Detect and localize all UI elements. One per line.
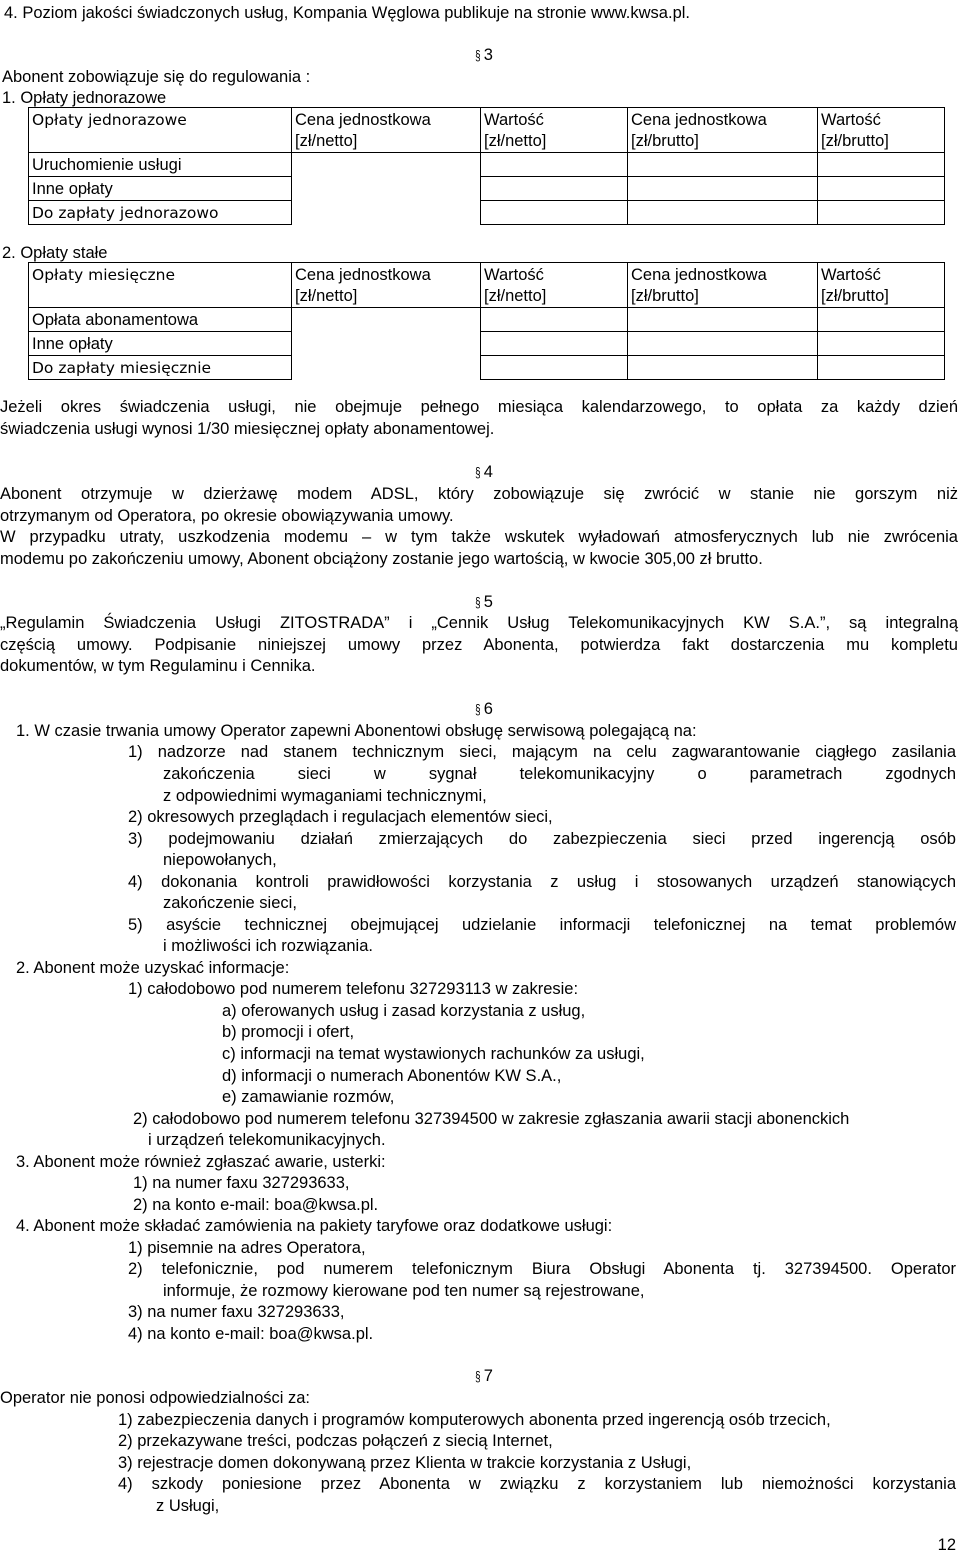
s6-subpoint: 1) pisemnie na adres Operatora, — [128, 1239, 366, 1257]
s5-line: „Regulamin Świadczenia Usługi ZITOSTRADA” i „Cennik Usług Telekomunikacyjnych KW S.A.”, są integralną — [0, 614, 958, 632]
table-cell — [818, 201, 945, 225]
fixed-fees-heading: 2. Opłaty stałe — [2, 244, 108, 262]
table-cell: Opłata abonamentowa — [29, 308, 292, 332]
s6-subpoint: zakończenia sieci w sygnał telekomunikacyjny o parametrach zgodnych — [163, 765, 956, 783]
s6-subpoint: 4) dokonania kontroli prawidłowości korzystania z usług i stosowanych urządzeń stanowiących — [128, 873, 956, 891]
s6-subpoint: informuje, że rozmowy kierowane pod ten numer są rejestrowane, — [163, 1282, 645, 1300]
table-header-row — [29, 108, 945, 153]
s6-point: 4. Abonent może składać zamówienia na pakiety taryfowe oraz dodatkowe usługi: — [16, 1217, 613, 1235]
s6-subpoint: 3) podejmowaniu działań zmierzających do zabezpieczenia sieci przed ingerencją osób — [128, 830, 956, 848]
s7-item: 2) przekazywane treści, podczas połączeń z siecią Internet, — [118, 1432, 553, 1450]
section-6-title — [474, 700, 493, 719]
section-sign: § — [475, 47, 481, 63]
s6-subpoint: 5) asyście technicznej obejmującej udzielanie informacji telefonicznej na temat problemów — [128, 916, 956, 934]
table-cell: Uruchomienie usługi — [29, 153, 292, 177]
s6-subpoint: 3) na numer faxu 327293633, — [128, 1303, 345, 1321]
table-cell — [818, 332, 945, 356]
s3-lead: Abonent zobowiązuje się do regulowania : — [2, 68, 311, 86]
s6-letter-item: c) informacji na temat wystawionych rachunków za usługi, — [222, 1045, 645, 1063]
s6-point: 1. W czasie trwania umowy Operator zapewni Abonentowi obsługę serwisową polegającą na: — [16, 722, 697, 740]
table-cell — [628, 177, 818, 201]
table-row — [29, 153, 945, 177]
section-sign: § — [475, 594, 481, 610]
s6-subpoint: i możliwości ich rozwiązania. — [163, 937, 373, 955]
table-header-cell: Wartość [zł/netto] — [481, 263, 628, 308]
table-row — [29, 356, 945, 380]
section-7-title — [474, 1367, 493, 1386]
section-number: 5 — [483, 593, 493, 611]
table-cell: Do zapłaty jednorazowo — [29, 201, 292, 225]
section-5-title — [474, 593, 493, 612]
table-header-cell: Cena jednostkowa [zł/brutto] — [628, 263, 818, 308]
section-4-title — [474, 463, 493, 482]
table-header-cell: Wartość [zł/brutto] — [818, 263, 945, 308]
section-number: 6 — [483, 700, 493, 718]
table-row — [29, 308, 945, 332]
s6-letter-item: b) promocji i ofert, — [222, 1023, 355, 1041]
table-header-cell: Opłaty jednorazowe — [29, 108, 292, 153]
section-3-title — [474, 46, 493, 65]
s4-line: modemu po zakończeniu umowy, Abonent obciążony zostanie jego wartością, w kwocie 305,00 zł brutto. — [0, 550, 763, 568]
table-cell — [481, 308, 628, 332]
table-header-cell: Wartość [zł/brutto] — [818, 108, 945, 153]
table-header-cell: Opłaty miesięczne — [29, 263, 292, 308]
table-cell — [818, 356, 945, 380]
table-header-cell: Cena jednostkowa [zł/netto] — [292, 108, 481, 153]
table-cell — [818, 177, 945, 201]
table-cell — [628, 153, 818, 177]
s6-subpoint: 2) okresowych przeglądach i regulacjach elementów sieci, — [128, 808, 553, 826]
section-sign: § — [475, 701, 481, 717]
s6-point: 2. Abonent może uzyskać informacje: — [16, 959, 290, 977]
section-number: 3 — [483, 46, 493, 64]
table-row — [29, 332, 945, 356]
section-sign: § — [475, 464, 481, 480]
s6-subpoint: 1) na numer faxu 327293633, — [133, 1174, 350, 1192]
s4-line: W przypadku utraty, uszkodzenia modemu – w tym także wskutek wyładowań atmosferycznych lub nie zwrócenia — [0, 528, 958, 546]
section-number: 4 — [483, 463, 493, 481]
s5-line: częścią umowy. Podpisanie niniejszej umowy przez Abonenta, potwierdza fakt dostarczenia mu kompletu — [0, 636, 958, 654]
table-cell — [628, 332, 818, 356]
table-header-cell: Wartość [zł/netto] — [481, 108, 628, 153]
s7-item: z Usługi, — [156, 1497, 220, 1515]
table-cell — [818, 308, 945, 332]
s4-line: otrzymanym od Operatora, po okresie obowiązywania umowy. — [0, 507, 454, 525]
s6-letter-item: d) informacji o numerach Abonentów KW S.A., — [222, 1067, 562, 1085]
s6-point: 3. Abonent może również zgłaszać awarie, usterki: — [16, 1153, 386, 1171]
s6-letter-item: a) oferowanych usług i zasad korzystania z usług, — [222, 1002, 586, 1020]
section-number: 7 — [483, 1367, 493, 1385]
s6-subpoint: 4) na konto e-mail: boa@kwsa.pl. — [128, 1325, 374, 1343]
s6-letter-item: e) zamawianie rozmów, — [222, 1088, 395, 1106]
s7-item: 1) zabezpieczenia danych i programów komputerowych abonenta przed ingerencją osób trzecich, — [118, 1411, 831, 1429]
s6-subpoint: 1) nadzorze nad stanem technicznym sieci, mającym na celu zagwarantowanie ciągłego zasilania — [128, 743, 956, 761]
table-row — [29, 201, 945, 225]
s4-line: Abonent otrzymuje w dzierżawę modem ADSL, który zobowiązuje się zwrócić w stanie nie gorszym niż — [0, 485, 958, 503]
table-cell — [818, 153, 945, 177]
table-header-row — [29, 263, 945, 308]
s6-subpoint: zakończenie sieci, — [163, 894, 297, 912]
table-cell — [481, 201, 628, 225]
table-cell: Inne opłaty — [29, 332, 292, 356]
table-cell — [481, 356, 628, 380]
table-cell — [481, 153, 628, 177]
s6-subpoint: i urządzeń telekomunikacyjnych. — [148, 1131, 386, 1149]
section-sign: § — [475, 1368, 481, 1384]
table-cell — [481, 177, 628, 201]
table-cell — [628, 201, 818, 225]
table-cell: Inne opłaty — [29, 177, 292, 201]
s6-subpoint: 2) na konto e-mail: boa@kwsa.pl. — [133, 1196, 379, 1214]
table-cell — [481, 332, 628, 356]
page-number: 12 — [937, 1536, 956, 1554]
proration-note-line: świadczenia usługi wynosi 1/30 miesięcznej opłaty abonamentowej. — [0, 420, 495, 438]
s5-line: dokumentów, w tym Regulaminu i Cennika. — [0, 657, 316, 675]
table-cell — [628, 356, 818, 380]
monthly-fees-table — [28, 262, 945, 380]
table-cell: Do zapłaty miesięcznie — [29, 356, 292, 380]
s7-item: 3) rejestracje domen dokonywaną przez Klienta w trakcie korzystania z Usługi, — [118, 1454, 692, 1472]
table-header-cell: Cena jednostkowa [zł/brutto] — [628, 108, 818, 153]
s7-item: 4) szkody poniesione przez Abonenta w związku z korzystaniem lub niemożności korzystania — [118, 1475, 956, 1493]
s6-subpoint: 2) telefonicznie, pod numerem telefonicznym Biura Obsługi Abonenta tj. 327394500. Operator — [128, 1260, 956, 1278]
proration-note-line: Jeżeli okres świadczenia usługi, nie obejmuje pełnego miesiąca kalendarzowego, to opłata za każdy dzień — [0, 398, 958, 416]
table-header-cell: Cena jednostkowa [zł/netto] — [292, 263, 481, 308]
one-time-heading: 1. Opłaty jednorazowe — [2, 89, 167, 107]
s6-subpoint: niepowołanych, — [163, 851, 277, 869]
s6-subpoint: 1) całodobowo pod numerem telefonu 327293113 w zakresie: — [128, 980, 579, 998]
table-row — [29, 177, 945, 201]
table-cell — [628, 308, 818, 332]
s7-lead: Operator nie ponosi odpowiedzialności za: — [0, 1389, 311, 1407]
s6-subpoint: z odpowiednimi wymaganiami technicznymi, — [163, 787, 487, 805]
intro-item-4: 4. Poziom jakości świadczonych usług, Kompania Węglowa publikuje na stronie www.kwsa.pl. — [4, 4, 690, 22]
s6-subpoint: 2) całodobowo pod numerem telefonu 327394500 w zakresie zgłaszania awarii stacji abonenckich — [133, 1110, 850, 1128]
one-time-fees-table — [28, 107, 945, 225]
